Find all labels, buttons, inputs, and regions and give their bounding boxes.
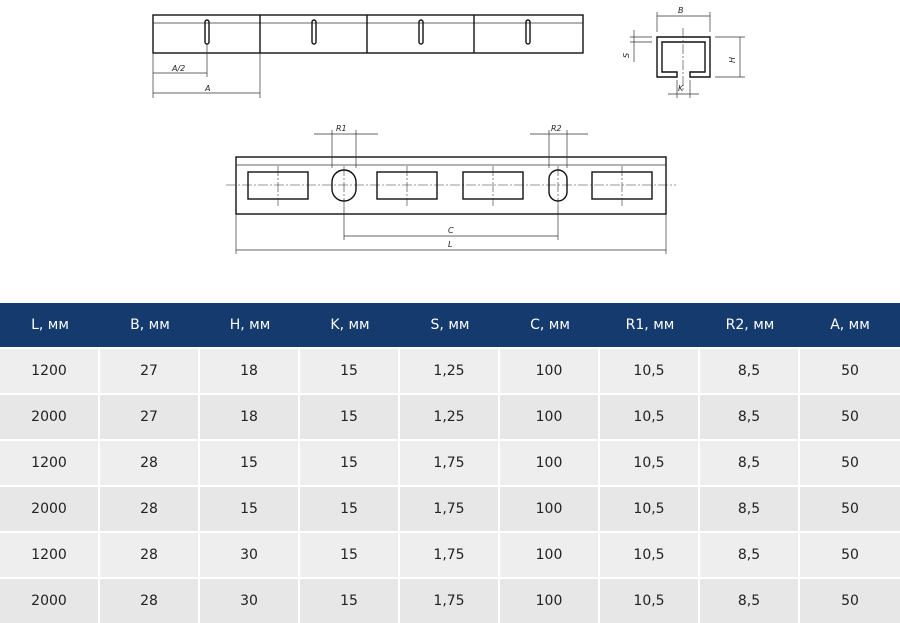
header-cell-h: H, мм [200,303,300,347]
table-cell: 100 [500,439,600,485]
header-cell-s: S, мм [400,303,500,347]
table-header-row [0,303,900,347]
table-cell: 18 [200,393,300,439]
table-cell: 8,5 [700,439,800,485]
table-cell: 1200 [0,531,100,577]
table-cell: 27 [100,393,200,439]
header-cell-l: L, мм [0,303,100,347]
table-cell: 2000 [0,393,100,439]
dim-label-k: K [678,84,684,93]
table-cell: 1,25 [400,393,500,439]
dimensions-table [0,303,900,623]
dim-label-h: H [728,56,737,63]
dim-label-r1: R1 [336,124,347,133]
table-cell: 10,5 [600,393,700,439]
table-cell: 28 [100,577,200,623]
header-cell-r1: R1, мм [600,303,700,347]
table-cell: 1,75 [400,577,500,623]
table-cell: 30 [200,577,300,623]
dim-label-a: A [205,84,211,93]
side-view-drawing [153,15,583,98]
table-row [0,577,900,623]
table-cell: 8,5 [700,577,800,623]
dim-label-c: C [448,226,454,235]
table-cell: 10,5 [600,531,700,577]
table-cell: 28 [100,485,200,531]
table-cell: 8,5 [700,393,800,439]
table-cell: 10,5 [600,439,700,485]
table-cell: 1,75 [400,439,500,485]
table-cell: 100 [500,347,600,393]
dim-label-l: L [448,240,453,249]
table-cell: 1200 [0,439,100,485]
table-cell: 15 [300,531,400,577]
table-cell: 10,5 [600,347,700,393]
technical-drawings [0,0,900,300]
table-cell: 1,75 [400,485,500,531]
table-cell: 10,5 [600,485,700,531]
section-view-drawing [622,6,745,98]
table-cell: 15 [300,577,400,623]
table-row [0,347,900,393]
table-cell: 100 [500,531,600,577]
table-cell: 8,5 [700,531,800,577]
dim-label-s: S [622,52,631,58]
top-view-drawing [226,124,676,254]
table-cell: 15 [300,393,400,439]
table-cell: 28 [100,531,200,577]
table-cell: 8,5 [700,347,800,393]
table-cell: 15 [200,485,300,531]
table-cell: 15 [300,347,400,393]
table-cell: 27 [100,347,200,393]
dim-label-a-half: A/2 [172,64,186,73]
table-cell: 1,25 [400,347,500,393]
table-cell: 15 [300,439,400,485]
table-row [0,485,900,531]
table-row [0,439,900,485]
table-cell: 18 [200,347,300,393]
table-cell: 50 [800,531,900,577]
table-cell: 50 [800,439,900,485]
table-cell: 2000 [0,485,100,531]
header-cell-c: C, мм [500,303,600,347]
table-row [0,531,900,577]
table-cell: 30 [200,531,300,577]
header-cell-a: A, мм [800,303,900,347]
header-cell-k: K, мм [300,303,400,347]
table-cell: 1200 [0,347,100,393]
header-cell-b: B, мм [100,303,200,347]
table-cell: 1,75 [400,531,500,577]
table-cell: 10,5 [600,577,700,623]
table-cell: 50 [800,485,900,531]
dim-label-b: B [678,6,684,15]
table-cell: 100 [500,485,600,531]
table-cell: 15 [300,485,400,531]
table-cell: 50 [800,577,900,623]
table-cell: 100 [500,577,600,623]
table-cell: 28 [100,439,200,485]
table-cell: 50 [800,347,900,393]
dim-label-r2: R2 [551,124,562,133]
table-cell: 100 [500,393,600,439]
table-row [0,393,900,439]
table-cell: 2000 [0,577,100,623]
header-cell-r2: R2, мм [700,303,800,347]
table-cell: 50 [800,393,900,439]
table-cell: 8,5 [700,485,800,531]
table-cell: 15 [200,439,300,485]
